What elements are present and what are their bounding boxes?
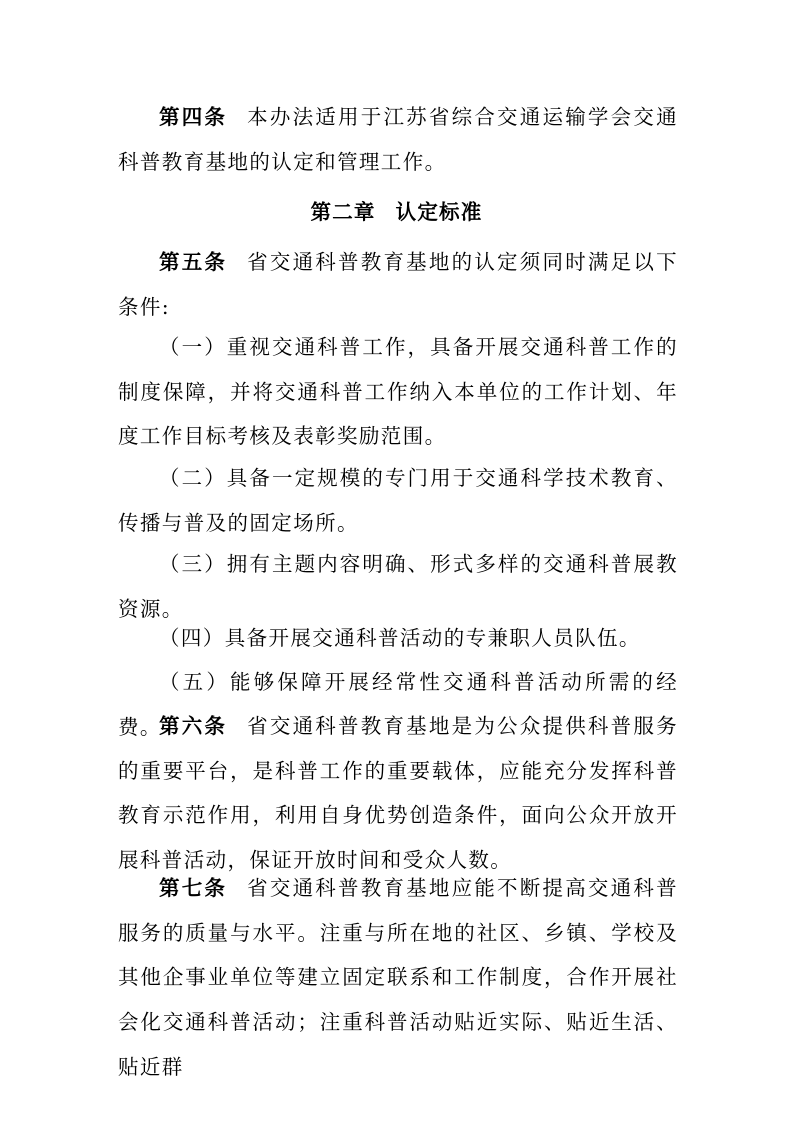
article-6-text: 省交通科普教育基地是为公众提供科普服务的重要平台，是科普工作的重要载体，应能充分发挥科普教育示范作用，利用自身优势创造条件，面向公众开放开展科普活动，保证开放时间和受众人数。 bbox=[118, 714, 678, 873]
article-5-label: 第五条 bbox=[159, 250, 228, 274]
chapter-title: 认定标准 bbox=[395, 200, 483, 224]
article-4-text: 本办法适用于江苏省综合交通运输学会交通科普教育基地的认定和管理工作。 bbox=[118, 105, 678, 174]
article-5-text: 省交通科普教育基地的认定须同时满足以下条件: bbox=[118, 250, 678, 319]
article-5-item-3: （三）拥有主题内容明确、形式多样的交通科普展教资源。 bbox=[118, 552, 678, 621]
article-5-item-5: （五）能够保障开展经常性交通科普活动所需的经费。 bbox=[118, 670, 678, 739]
article-4-label: 第四条 bbox=[159, 105, 228, 129]
chapter-heading bbox=[0, 192, 793, 232]
article-4 bbox=[118, 95, 678, 184]
article-5-item-2: （二）具备一定规模的专门用于交通科学技术教育、传播与普及的固定场所。 bbox=[118, 466, 678, 535]
article-7-label: 第七条 bbox=[159, 876, 228, 900]
article-5 bbox=[118, 240, 678, 329]
article-7-text: 省交通科普教育基地应能不断提高交通科普服务的质量与水平。注重与所在地的社区、乡镇、学校及其他企事业单位等建立固定联系和工作制度，合作开展社会化交通科普活动；注重科普活动贴近实际、贴近生活、贴近群 bbox=[118, 876, 678, 1079]
article-7 bbox=[118, 866, 678, 1090]
chapter-number: 第二章 bbox=[310, 200, 376, 224]
article-5-item-1: （一）重视交通科普工作，具备开展交通科普工作的制度保障，并将交通科普工作纳入本单位的工作计划、年度工作目标考核及表彰奖励范围。 bbox=[118, 335, 678, 449]
article-6 bbox=[118, 704, 678, 883]
article-6-label: 第六条 bbox=[159, 714, 228, 738]
article-5-item-4: （四）具备开展交通科普活动的专兼职人员队伍。 bbox=[159, 626, 641, 650]
